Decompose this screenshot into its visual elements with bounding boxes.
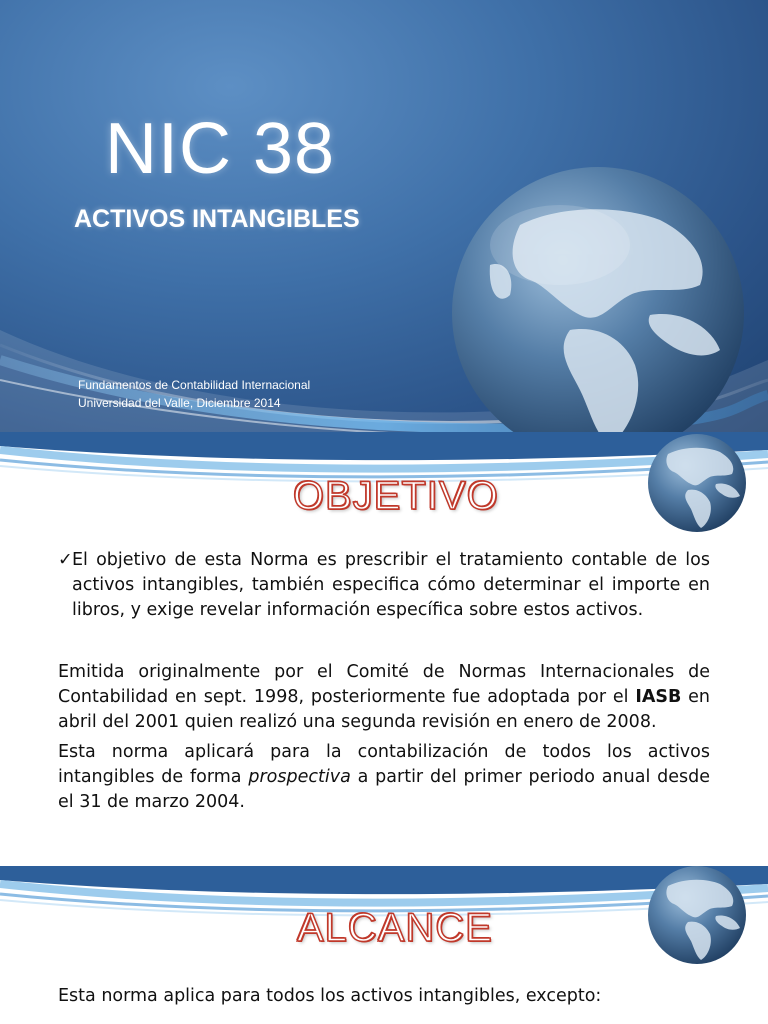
issuance-paragraph [58, 660, 710, 735]
footer-university-date: Universidad del Valle, Diciembre 2014 [78, 396, 281, 410]
section-title-objetivo: OBJETIVO [293, 474, 499, 518]
presentation-footer [78, 376, 310, 412]
application-text-start: Esta norma aplicará para la contabilización de todos los activos intangibles de forma [58, 742, 710, 787]
objective-slide [0, 432, 768, 836]
globe-icon [450, 165, 750, 432]
globe-icon [646, 866, 748, 966]
application-text-end: a partir del primer periodo anual desde el 31 de marzo 2004. [58, 767, 711, 812]
prospective-term: prospectiva [248, 767, 351, 787]
objective-bullet-text: El objetivo de esta Norma es prescribir el tratamiento contable de los activos intangibles, también especifica cómo determinar el importe en libros, y exige revelar información específica sobre estos activos. [72, 550, 710, 620]
checkmark-icon: ✓ [58, 550, 73, 570]
globe-icon [646, 432, 748, 534]
iasb-label: IASB [635, 687, 682, 707]
application-paragraph [58, 740, 710, 815]
scope-slide [0, 866, 768, 1024]
objective-bullet [58, 548, 710, 623]
section-title-alcance: ALCANCE [297, 906, 493, 950]
footer-course: Fundamentos de Contabilidad Internacional [78, 378, 311, 392]
issuance-text-start: Emitida originalmente por el Comité de Normas Internacionales de Contabilidad en sept. 1998, posteriormente fue adoptada por el [58, 662, 710, 707]
presentation-title: NIC 38 [105, 109, 336, 189]
presentation-subtitle: ACTIVOS INTANGIBLES [74, 205, 360, 233]
title-slide [0, 0, 768, 432]
scope-text: Esta norma aplica para todos los activos intangibles, excepto: [58, 986, 602, 1006]
issuance-text-end: en abril del 2001 quien realizó una segunda revisión en enero de 2008. [58, 687, 710, 732]
